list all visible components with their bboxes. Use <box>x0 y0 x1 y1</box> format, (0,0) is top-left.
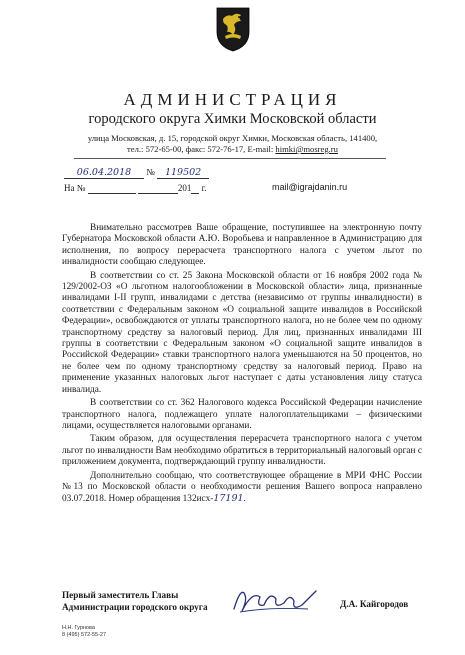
paragraph: Внимательно рассмотрев Ваше обращение, поступившее на электронную почту Губернатора Московской области А.Ю. Воробьева и направленное в Администрацию для исполнения, по вопросу перерасчета транспортного налога с учетом льгот по инвалидности сообщаю следующее. <box>62 223 422 268</box>
registration-line <box>64 167 209 179</box>
reference-year-blank <box>191 183 199 194</box>
address-line: улица Московская, д. 15, городской округ Химки, Московская область, 141400, <box>87 133 378 143</box>
coat-of-arms-emblem <box>215 6 251 52</box>
paragraph-text: Дополнительно сообщаю, что соответствующее обращение в МРИ ФНС России №13 по Московской области о необходимости решения Вашего вопроса направлено 03.07.2018. Номер обращения 132исх- <box>62 470 422 505</box>
signer-name: Д.А. Кайгородов <box>340 599 409 609</box>
reference-line <box>64 183 207 194</box>
number-prefix: № <box>146 167 155 177</box>
header-divider <box>74 158 386 159</box>
executor-name: Н.Н. Гурнова <box>62 625 95 631</box>
reference-label: На № <box>64 183 86 193</box>
signer-position <box>62 589 208 613</box>
year-suffix: г. <box>201 183 207 193</box>
paragraph-end: . <box>243 494 246 505</box>
organization-email-link[interactable]: himki@mosreg.ru <box>275 144 338 154</box>
paragraph <box>62 471 422 506</box>
organization-subtitle: городского округа Химки Московской области <box>88 111 377 127</box>
signer-position-line: Администрации городского округа <box>62 602 208 612</box>
paragraph: Таким образом, для осуществления перерасчета транспортного налога с учетом льгот по инвалидности Вам необходимо обратиться в территориальный налоговый орган с приложением документа, подтверждающий группу инвалидности. <box>62 434 422 468</box>
executor-phone: 8 (495) 572-55-27 <box>62 632 107 638</box>
recipient-email: mail@igrajdanin.ru <box>272 182 348 192</box>
reference-number-blank <box>88 183 136 194</box>
handwritten-signature <box>230 583 318 617</box>
contacts-line <box>0 144 465 154</box>
letter-body <box>62 223 422 508</box>
registration-date: 06.04.2018 <box>64 167 144 179</box>
page-title: АДМИНИСТРАЦИЯ <box>123 90 342 109</box>
paragraph: В соответствии со ст. 362 Налогового кодекса Российской Федерации начисление транспортного налога, подлежащего уплате налогоплательщиками – физическими лицами, осуществляется налоговыми органами. <box>62 398 422 431</box>
executor-info <box>62 625 106 639</box>
reference-year: 201 <box>177 183 192 193</box>
reference-date-blank <box>138 183 178 194</box>
signer-position-line: Первый заместитель Главы <box>62 590 179 600</box>
paragraph: В соответствии со ст. 25 Закона Московской области от 16 ноября 2002 года № 129/2002-ОЗ «О льготном налогообложении в Московской области» лица, признанные инвалидами I-II групп, инвалидами с детства (независимо от группы инвалидности) в соответствии с Федеральным законом «О социальной защите инвалидов в Российской Федерации», освобождаются от уплаты транспортного налога, но не более чем по одному транспортному средству за налоговый период. Для лиц, признанных инвалидами III группы в соответствии с Федеральным законом «О социальной защите инвалидов в Российской Федерации» ставки транспортного налога уменьшаются на 50 процентов, но не более чем по одному транспортному средству за налоговый период. Право на применение указанных налоговых льгот наступает с даты установления лицу статуса инвалида. <box>62 270 422 395</box>
handwritten-number: 17191 <box>213 493 244 505</box>
contacts-prefix: тел.: 572-65-00, факс: 572-76-17, E-mail: <box>127 144 276 154</box>
registration-number: 119502 <box>157 167 209 179</box>
